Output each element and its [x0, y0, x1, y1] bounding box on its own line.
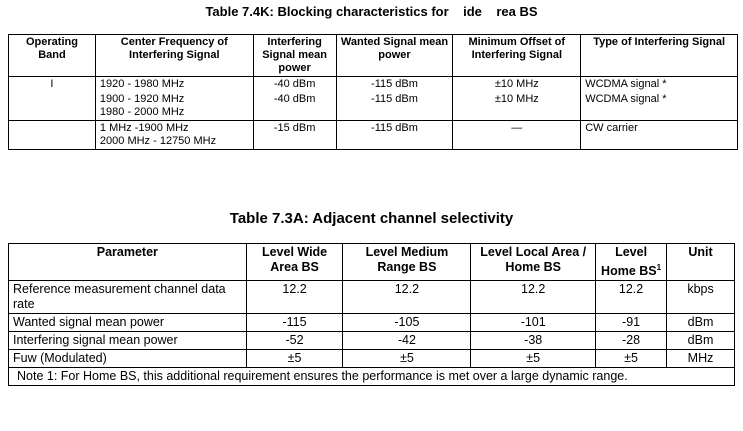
header-unit: Unit: [667, 244, 735, 281]
header-level-home-label: Level Home BS: [601, 245, 657, 279]
offset-cell: —: [453, 121, 581, 150]
header-level-wide-area: Level Wide Area BS: [246, 244, 343, 281]
interf-power-cell: -40 dBm: [253, 77, 336, 93]
local-cell: -38: [471, 332, 596, 350]
unit-cell: MHz: [667, 350, 735, 368]
header-interfering-type: Type of Interfering Signal: [581, 35, 738, 77]
local-cell: ±5: [471, 350, 596, 368]
home-cell: 12.2: [596, 281, 667, 314]
table1-title: Table 7.4K: Blocking characteristics for ide rea BS: [205, 4, 538, 19]
wanted-power-cell: -115 dBm: [336, 92, 453, 121]
wanted-power-cell: -115 dBm: [336, 77, 453, 93]
medium-cell: -105: [343, 314, 471, 332]
freq-cell: [95, 121, 253, 150]
band-cell: [9, 92, 96, 121]
header-level-home: [596, 244, 667, 281]
type-cell: CW carrier: [581, 121, 738, 150]
interf-power-cell: -15 dBm: [253, 121, 336, 150]
type-cell: WCDMA signal *: [581, 92, 738, 121]
table-row: [9, 281, 735, 314]
freq-line: 1 MHz -1900 MHz: [99, 122, 189, 134]
interf-power-cell: -40 dBm: [253, 92, 336, 121]
freq-line: 2000 MHz - 12750 MHz: [99, 135, 217, 147]
wide-cell: -115: [246, 314, 343, 332]
param-cell: Fuw (Modulated): [9, 350, 247, 368]
wide-cell: ±5: [246, 350, 343, 368]
local-cell: 12.2: [471, 281, 596, 314]
table-row: [9, 77, 738, 93]
table1-header-row: [9, 35, 738, 77]
note-row: [9, 368, 735, 386]
type-cell: WCDMA signal *: [581, 77, 738, 93]
medium-cell: 12.2: [343, 281, 471, 314]
home-cell: -91: [596, 314, 667, 332]
adjacent-channel-selectivity-table: [8, 243, 735, 386]
unit-cell: kbps: [667, 281, 735, 314]
wide-cell: -52: [246, 332, 343, 350]
medium-cell: -42: [343, 332, 471, 350]
table-row: [9, 350, 735, 368]
unit-cell: dBm: [667, 332, 735, 350]
home-cell: -28: [596, 332, 667, 350]
medium-cell: ±5: [343, 350, 471, 368]
freq-cell: [95, 92, 253, 121]
table2-header-row: [9, 244, 735, 281]
freq-line: 1980 - 2000 MHz: [99, 106, 185, 118]
band-cell: I: [9, 77, 96, 93]
header-min-offset: Minimum Offset of Interfering Signal: [453, 35, 581, 77]
band-cell: [9, 121, 96, 150]
header-level-local-home: Level Local Area / Home BS: [471, 244, 596, 281]
wanted-power-cell: -115 dBm: [336, 121, 453, 150]
param-cell: Wanted signal mean power: [9, 314, 247, 332]
header-interfering-power: Interfering Signal mean power: [253, 35, 336, 77]
wide-cell: 12.2: [246, 281, 343, 314]
header-center-frequency: Center Frequency of Interfering Signal: [95, 35, 253, 77]
header-level-medium-range: Level Medium Range BS: [343, 244, 471, 281]
table-note: Note 1: For Home BS, this additional requirement ensures the performance is met over a large dynamic range.: [9, 368, 735, 386]
table-row: [9, 92, 738, 121]
header-operating-band: Operating Band: [9, 35, 96, 77]
freq-cell: 1920 - 1980 MHz: [95, 77, 253, 93]
blocking-characteristics-table: [8, 34, 738, 150]
footnote-marker: 1: [656, 263, 662, 272]
home-cell: ±5: [596, 350, 667, 368]
offset-cell: ±10 MHz: [453, 92, 581, 121]
header-wanted-power: Wanted Signal mean power: [336, 35, 453, 77]
param-cell: Interfering signal mean power: [9, 332, 247, 350]
offset-cell: ±10 MHz: [453, 77, 581, 93]
table2-title: Table 7.3A: Adjacent channel selectivity: [229, 210, 514, 227]
unit-cell: dBm: [667, 314, 735, 332]
table-row: [9, 332, 735, 350]
local-cell: -101: [471, 314, 596, 332]
freq-line: 1900 - 1920 MHz: [99, 93, 185, 105]
table-row: [9, 121, 738, 150]
param-cell: Reference measurement channel data rate: [9, 281, 247, 314]
header-parameter: Parameter: [9, 244, 247, 281]
table-row: [9, 314, 735, 332]
